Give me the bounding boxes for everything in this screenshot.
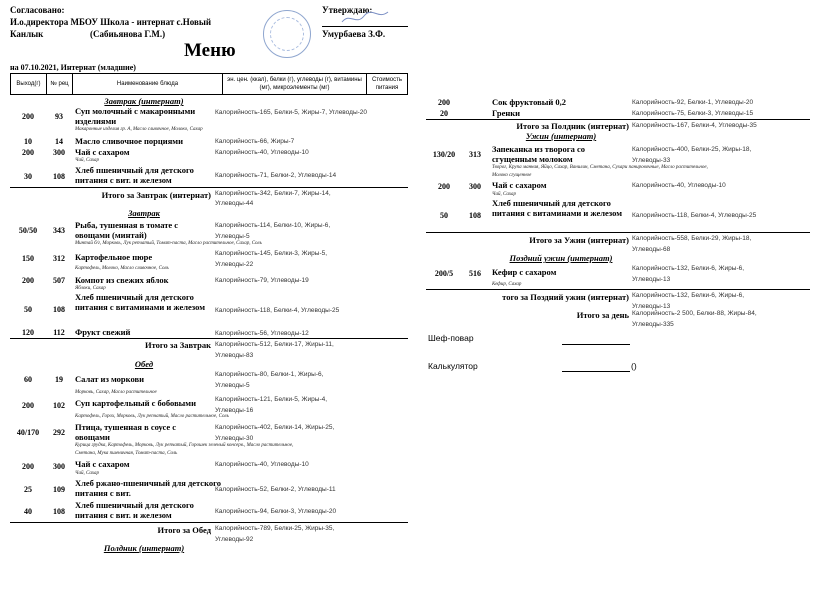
row-dish: Хлеб пшеничный для детского питания с вит. и железом: [75, 165, 194, 185]
row-nutrition: Калорийность-66, Жиры-7: [215, 138, 295, 145]
total-nutrition: Калорийность-342, Белки-7, Жиры-14,: [215, 190, 331, 197]
row-recipe: 108: [53, 305, 65, 314]
row-nutrition: Калорийность-400, Белки-25, Жиры-18, Углеводы-33: [632, 146, 752, 164]
row-nutrition: Калорийность-94, Белки-3, Углеводы-20: [215, 508, 337, 515]
col-cost: Стоимость питания: [367, 74, 408, 95]
row-recipe: 507: [53, 276, 65, 285]
row-recipe: 108: [469, 211, 481, 220]
total-label: Итого за Ужин (интернат): [529, 235, 629, 245]
row-nutrition: Калорийность-79, Углеводы-19: [215, 277, 309, 284]
row-ingredients: Чай, Сахар: [75, 471, 99, 476]
row-ingredients: Кефир, Сахар: [492, 282, 522, 287]
row-qty: 200: [22, 148, 34, 157]
row-qty: 200: [22, 462, 34, 471]
chef-label: Шеф-повар: [428, 333, 474, 343]
row-nutrition: Калорийность-40, Углеводы-10: [215, 461, 309, 468]
row-recipe: 93: [55, 112, 63, 121]
approve-title: Утверждаю:: [322, 5, 373, 15]
row-nutrition: Калорийность-92, Белки-1, Углеводы-20: [632, 99, 754, 106]
row-qty: 200: [438, 98, 450, 107]
chef-sign-line: [562, 344, 630, 345]
calculator-name-parens: (): [631, 361, 637, 371]
total-label: Итого за Полдник (интернат): [516, 121, 629, 131]
col-output: Выход(г): [11, 74, 47, 95]
menu-date: на 07.10.2021, Интернат (младшие): [10, 63, 136, 72]
row-dish: Сок фруктовый 0,2: [492, 97, 567, 107]
total-label: Итого за Завтрак (интернат): [101, 190, 211, 200]
section-title: Полдник (интернат): [103, 543, 185, 553]
row-recipe: 312: [53, 254, 65, 263]
row-ingredients: Молоко сгущенное: [492, 173, 532, 178]
row-dish: Птица, тушенная в соусе с овощами: [75, 422, 177, 442]
row-dish: Хлеб пшеничный для детского питания с вит. и железом: [75, 500, 194, 520]
row-dish: Гренки: [492, 108, 521, 118]
total-nutrition: Калорийность-512, Белки-17, Жиры-11, Углеводы-83: [215, 341, 334, 359]
row-ingredients: Чай, Сахар: [492, 192, 516, 197]
row-dish: Кефир с сахаром: [492, 267, 557, 277]
row-dish: Компот из свежих яблок: [75, 275, 169, 285]
row-qty: 120: [22, 328, 34, 337]
row-qty: 200: [22, 401, 34, 410]
col-recipe: № рец: [47, 74, 73, 95]
row-qty: 200: [22, 112, 34, 121]
row-nutrition: Калорийность-56, Углеводы-12: [215, 330, 309, 337]
row-qty: 40/170: [16, 428, 40, 437]
row-ingredients: Творог, Крупа манная, Яйцо, Сахар, Ванилин, Сметана, Сухари панировочные, Масло растительное,: [492, 165, 708, 170]
row-nutrition: Калорийность-132, Белки-6, Жиры-6, Углеводы-13: [632, 265, 745, 283]
row-qty: 130/20: [432, 150, 456, 159]
row-nutrition: Калорийность-52, Белки-2, Углеводы-11: [215, 486, 336, 493]
row-recipe: 112: [53, 328, 65, 337]
row-qty: 40: [24, 507, 32, 516]
row-qty: 20: [440, 109, 448, 118]
row-recipe: 108: [53, 172, 65, 181]
row-ingredients: Сметана, Мука пшеничная, Томат-паста, Соль: [75, 451, 178, 456]
row-nutrition: Калорийность-118, Белки-4, Углеводы-25: [632, 212, 757, 219]
row-dish: Чай с сахаром: [75, 459, 130, 469]
row-recipe: 516: [469, 269, 481, 278]
row-recipe: 292: [53, 428, 65, 437]
total-label: Итого за Завтрак: [144, 340, 211, 350]
row-ingredients: Макаронные изделия гр. А, Масло сливочное, Молоко, Сахар: [75, 127, 203, 132]
section-title: Завтрак: [128, 208, 160, 218]
col-nutrition: эн. цен. (ккал), белки (г), углеводы (г), витамины (мг), микроэлементы (мг): [223, 74, 367, 95]
row-dish: Чай с сахаром: [492, 180, 547, 190]
row-nutrition: Калорийность-71, Белки-2, Углеводы-14: [215, 172, 337, 179]
row-ingredients: Яблоки, Сахар: [75, 286, 106, 291]
row-qty: 50: [24, 305, 32, 314]
row-qty: 200: [438, 182, 450, 191]
day-total-nutrition: Калорийность-2 500, Белки-88, Жиры-84, Углеводы-335: [632, 310, 757, 328]
total-nutrition: Калорийность-132, Белки-6, Жиры-6, Углеводы-13: [632, 292, 745, 310]
row-recipe: 14: [55, 137, 63, 146]
row-dish: Хлеб пшеничный для детского питания с витаминами и железом: [75, 292, 206, 312]
row-dish: Хлеб ржано-пшеничный для детского питания с вит.: [75, 478, 222, 498]
total-nutrition-line2: Углеводы-44: [215, 200, 254, 207]
row-ingredients: Курица грудка, Картофель, Морковь, Лук репчатый, Горошек зеленый консерв., Масло растительное,: [75, 443, 294, 448]
agree-position: И.о.директора МБОУ Школа - интернат с.Новый: [10, 17, 212, 27]
row-qty: 150: [22, 254, 34, 263]
row-qty: 50: [440, 211, 448, 220]
section-title: Завтрак (интернат): [104, 96, 184, 106]
row-nutrition: Калорийность-80, Белки-1, Жиры-6, Углеводы-5: [215, 371, 324, 389]
row-ingredients: Чай, Сахар: [75, 158, 99, 163]
row-dish: Суп молочный с макаронными изделиями: [75, 106, 196, 126]
section-title: Обед: [134, 359, 154, 369]
agree-title: Согласовано:: [10, 5, 65, 15]
stamp-seal: [263, 10, 311, 58]
row-dish: Картофельное пюре: [75, 252, 153, 262]
row-qty: 10: [24, 137, 32, 146]
row-dish: Рыба, тушенная в томате с овощами (минтай): [75, 220, 179, 240]
section-title: Поздний ужин (интернат): [509, 253, 613, 263]
row-recipe: 300: [469, 182, 481, 191]
calculator-sign-line: [562, 371, 630, 372]
row-dish: Салат из моркови: [75, 374, 144, 384]
row-qty: 200: [22, 276, 34, 285]
agree-name: (Сабиьянова Г.М.): [90, 29, 166, 39]
row-dish: Суп картофельный с бобовыми: [75, 398, 196, 408]
row-nutrition: Калорийность-145, Белки-3, Жиры-5, Углеводы-22: [215, 250, 328, 268]
menu-title: Меню: [184, 40, 236, 61]
row-dish: Фрукт свежий: [75, 327, 131, 337]
row-qty: 50/50: [18, 226, 38, 235]
row-qty: 60: [24, 375, 32, 384]
approve-sign-line: [322, 26, 408, 27]
row-recipe: 300: [53, 148, 65, 157]
row-ingredients: Морковь, Сахар, Масло растительное: [75, 390, 157, 395]
row-nutrition: Калорийность-165, Белки-5, Жиры-7, Углеводы-20: [215, 109, 368, 116]
calculator-label: Калькулятор: [428, 361, 478, 371]
col-dish: Наименование блюда: [73, 74, 223, 95]
row-nutrition: Калорийность-121, Белки-5, Жиры-4, Углеводы-16: [215, 396, 328, 414]
total-nutrition: Калорийность-167, Белки-4, Углеводы-35: [632, 122, 757, 129]
row-dish: Запеканка из творога со сгущенным молоком: [492, 144, 585, 164]
column-header: [10, 73, 408, 95]
row-dish: Хлеб пшеничный для детского питания с витаминами и железом: [492, 198, 623, 218]
row-ingredients: Картофель, Молоко, Масло сливочное, Соль: [75, 266, 169, 271]
row-nutrition: Калорийность-402, Белки-14, Жиры-25, Углеводы-30: [215, 424, 335, 442]
row-nutrition: Калорийность-114, Белки-10, Жиры-6, Углеводы-5: [215, 222, 331, 240]
row-recipe: 343: [53, 226, 65, 235]
total-label: того за Поздний ужин (интернат): [502, 292, 629, 302]
row-recipe: 300: [53, 462, 65, 471]
row-nutrition: Калорийность-40, Углеводы-10: [632, 182, 726, 189]
total-rule: [10, 187, 408, 188]
row-ingredients: Картофель, Горох, Морковь, Лук репчатый, Масло растительное, Соль: [75, 414, 229, 419]
row-qty: 200/5: [434, 269, 454, 278]
total-label: Итого за Обед: [157, 525, 211, 535]
row-ingredients: Минтай б/г, Морковь, Лук репчатый, Томат-паста, Масло растительное, Сахар, Соль: [75, 241, 262, 246]
row-recipe: 313: [469, 150, 481, 159]
row-qty: 30: [24, 172, 32, 181]
agree-place: Канлык: [10, 29, 44, 39]
section-title: Ужин (интернат): [525, 131, 597, 141]
row-nutrition: Калорийность-75, Белки-3, Углеводы-15: [632, 110, 754, 117]
row-dish: Масло сливочное порциями: [75, 136, 183, 146]
row-nutrition: Калорийность-40, Углеводы-10: [215, 149, 309, 156]
total-nutrition: Калорийность-789, Белки-25, Жиры-35, Углеводы-92: [215, 525, 335, 543]
row-recipe: 108: [53, 507, 65, 516]
row-nutrition: Калорийность-118, Белки-4, Углеводы-25: [215, 307, 340, 314]
row-recipe: 19: [55, 375, 63, 384]
day-total-label: Итого за день: [576, 310, 629, 320]
row-recipe: 109: [53, 485, 65, 494]
total-nutrition: Калорийность-558, Белки-29, Жиры-18, Углеводы-68: [632, 235, 752, 253]
row-recipe: 102: [53, 401, 65, 410]
row-qty: 25: [24, 485, 32, 494]
row-dish: Чай с сахаром: [75, 147, 130, 157]
approve-name: Умурбаева З.Ф.: [322, 29, 386, 39]
